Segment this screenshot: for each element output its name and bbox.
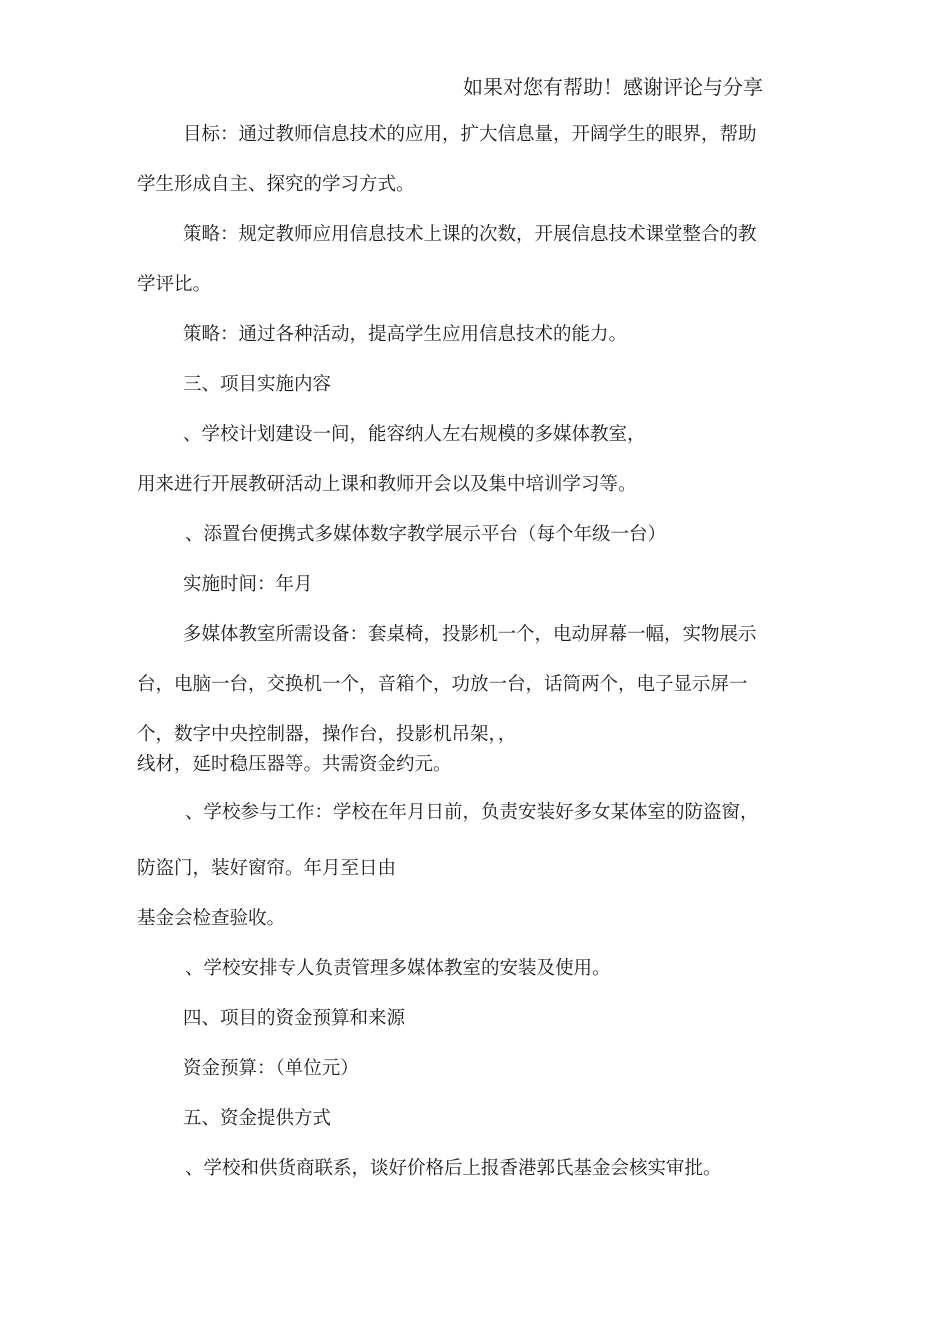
paragraph-line: 、学校安排专人负责管理多媒体教室的安装及使用。: [185, 958, 611, 979]
paragraph-line: 用来进行开展教研活动上课和教师开会以及集中培训学习等。: [137, 474, 637, 495]
section-heading: 三、项目实施内容: [183, 374, 332, 395]
section-heading: 四、项目的资金预算和来源: [183, 1008, 406, 1029]
paragraph-line: 学生形成自主、探究的学习方式。: [137, 174, 415, 195]
paragraph-line: 、添置台便携式多媒体数字教学展示平台（每个年级一台）: [185, 524, 667, 545]
header-note: 如果对您有帮助！感谢评论与分享: [463, 75, 763, 99]
paragraph-line: 个，数字中央控制器，操作台，投影机吊架，，: [137, 724, 517, 745]
paragraph-line: 台，电脑一台，交换机一个，音箱个，功放一台，话筒两个，电子显示屏一: [137, 674, 748, 695]
paragraph-line: 策略：规定教师应用信息技术上课的次数，开展信息技术课堂整合的教: [183, 224, 757, 245]
paragraph-line: 、学校和供货商联系，谈好价格后上报香港郭氏基金会核实审批。: [185, 1158, 722, 1179]
paragraph-line: 、学校参与工作：学校在年月日前，负责安装好多女某体室的防盗窗，: [185, 802, 759, 823]
paragraph-line: 实施时间：年月: [183, 574, 313, 595]
paragraph-line: 多媒体教室所需设备：套桌椅，投影机一个，电动屏幕一幅，实物展示: [183, 624, 757, 645]
section-heading: 五、资金提供方式: [183, 1108, 332, 1129]
paragraph-line: 基金会检查验收。: [137, 908, 286, 929]
paragraph-line: 目标：通过教师信息技术的应用，扩大信息量，开阔学生的眼界，帮助: [183, 124, 757, 145]
paragraph-line: 策略：通过各种活动，提高学生应用信息技术的能力。: [183, 324, 628, 345]
paragraph-line: 防盗门，装好窗帘。年月至日由: [137, 858, 397, 879]
paragraph-line: 学评比。: [137, 274, 212, 295]
paragraph-line: 线材，延时稳压器等。共需资金约元。: [137, 754, 452, 775]
paragraph-line: 、学校计划建设一间，能容纳人左右规模的多媒体教室，: [183, 424, 646, 445]
paragraph-line: 资金预算：（单位元）: [183, 1058, 359, 1079]
